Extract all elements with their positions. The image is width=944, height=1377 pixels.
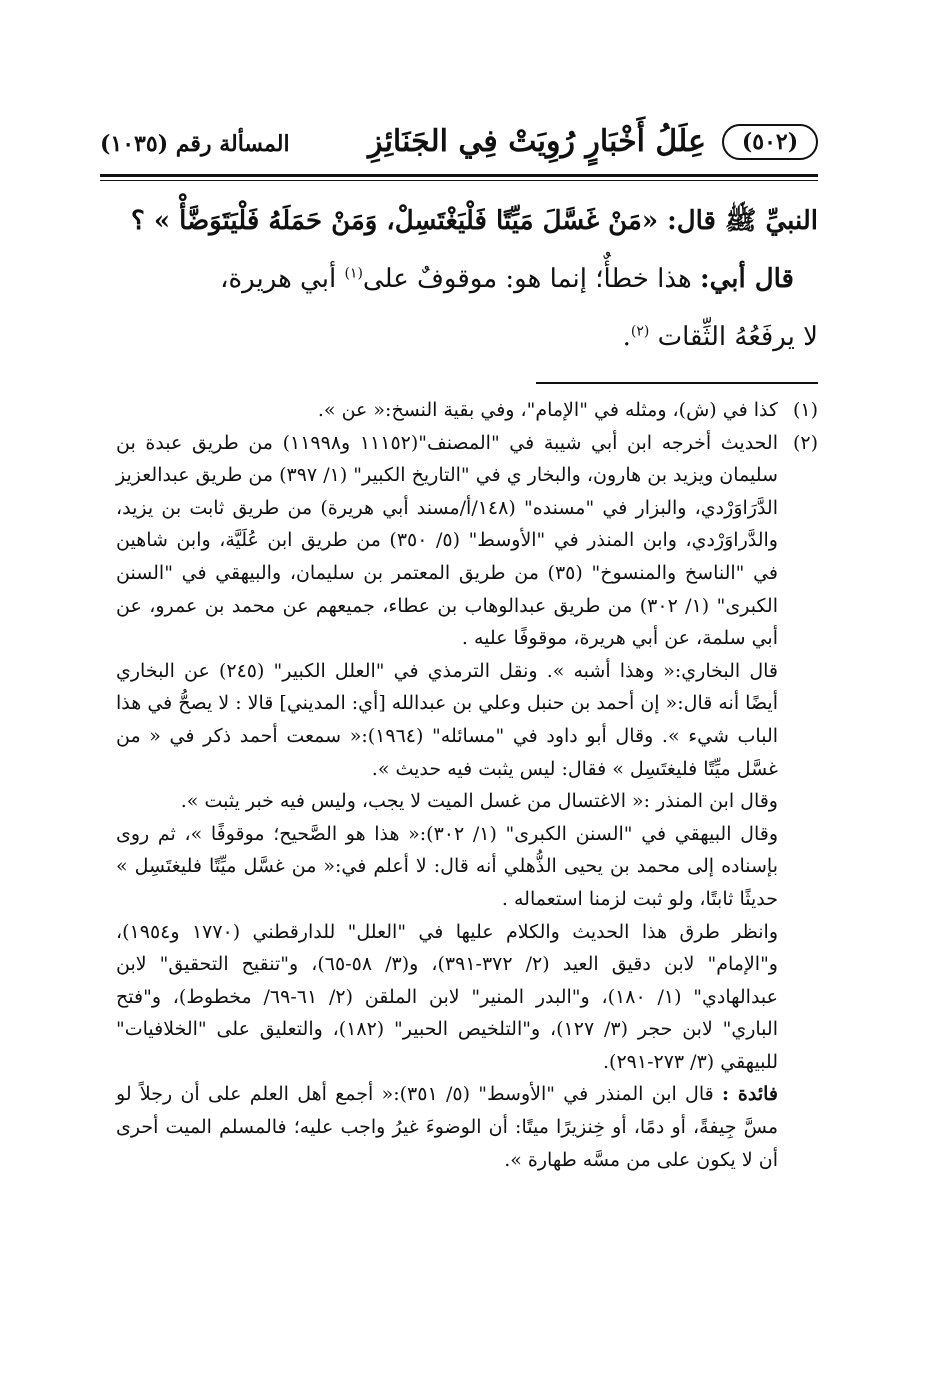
faida-paragraph <box>116 1078 778 1176</box>
footnote-ref-1[interactable]: (١) <box>344 265 363 282</box>
answer-lead: قال أبي: <box>699 264 794 294</box>
footnote-paragraph: وانظر طرق هذا الحديث والكلام عليها في "العلل" للدارقطني (١٧٧٠ و١٩٥٤)، و"الإمام" لابن دقيق العيد (٢/ ٣٧٢-٣٩١)، و(٣/ ٥٨-٦٥)، و"تنقيح التحقيق" لابن عبدالهادي" (١/ ١٨٠)، و"البدر المنير" لابن الملقن (٢/ ٦١-٦٩/ مخطوط)، و"فتح الباري" لابن حجر (٣/ ١٢٧)، و"التلخيص الحبير" (١٨٢)، والتعليق على "الخلافيات" للبيهقي (٣/ ٢٧٣-٢٩١). <box>116 920 779 1073</box>
answer-paragraph <box>118 250 818 308</box>
header-rule-thick <box>100 174 818 177</box>
answer-line2-end: . <box>622 322 631 352</box>
main-text <box>118 192 818 366</box>
page-number: (٥٠٢) <box>722 124 818 160</box>
footnote-paragraph: كذا في (ش)، ومثله في "الإمام"، وفي بقية النسخ:« عن ». <box>317 399 778 421</box>
footnote-marker: (٢) <box>792 431 818 454</box>
footnote-body <box>116 427 778 1177</box>
footnote-2 <box>116 427 818 1177</box>
answer-line2-text: لا يرفَعُهُ الثِّقات <box>657 322 818 352</box>
hadith-line: النبيِّ ﷺ قال: «مَنْ غَسَّلَ مَيِّتًا فَلْيَغْتَسِلْ، وَمَنْ حَمَلَهُ فَلْيَتَوَضَّأْ » ؟ <box>131 206 818 236</box>
footnote-body <box>116 394 778 427</box>
footnote-paragraph: وقال البيهقي في "السنن الكبرى" (١/ ٣٠٢):« هذا هو الصَّحيح؛ موقوفًا »، ثم روى بإسناده إلى محمد بن يحيى الذُّهلي أنه قال: لا أعلم في:« من غسَّل ميِّتًا فليغتَسِل » حديثًا ثابتًا، ولو ثبت لزمنا استعماله . <box>116 822 778 910</box>
footnote-ref-2[interactable]: (٢) <box>630 323 650 340</box>
faida-text: قال ابن المنذر في "الأوسط" (٥/ ٣٥١):« أجمع أهل العلم على أن رجلاً لو مسَّ جِيفةً، أو دمًا، أو خِنزيرًا ميتًا: أن الوضوءَ غيرُ واجب عليه؛ فالمسلم الميت أحرى أن لا يكون على من مسَّه طهارة ». <box>116 1083 778 1171</box>
faida-label: فائدة : <box>722 1083 779 1106</box>
footnote-1 <box>116 394 818 427</box>
answer-text-2: أبي هريرة، <box>220 264 345 294</box>
footnote-paragraph: قال البخاري:« وهذا أشبه ». ونقل الترمذي في "العلل الكبير" (٢٤٥) عن البخاري أيضًا أنه قال:« إن أحمد بن حنبل وعلي بن عبدالله [أي: المديني] قالا : لا يصحُّ في هذا الباب شيء ». وقال أبو داود في "مسائله" (١٩٦٤):« سمعت أحمد ذكر في « من غسَّل ميِّتًا فليغتَسِل » فقال: ليس يثبت فيه حديث ». <box>116 659 779 780</box>
header-rule-thin <box>100 180 818 181</box>
book-title: عِلَلُ أَخْبَارٍ رُوِيَتْ فِي الجَنَائِزِ <box>368 124 706 159</box>
answer-paragraph-continued <box>118 308 818 366</box>
footnote-paragraph: الحديث أخرجه ابن أبي شيبة في "المصنف"(١١١٥٢ و١١٩٩٨) من طريق عبدة بن سليمان ويزيد بن هارون، والبخار ي في "التاريخ الكبير" (١/ ٣٩٧) من طريق عبدالعزيز الدَّرَاوَرْدي، والبزار في "مسنده" (١٤٨/أ/مسند أبي هريرة) من طريق ثابت بن يزيد، والدَّراوَرْدي، وابن المنذر في "الأوسط" (٥/ ٣٥٠) من طريق ابن عُلَيَّة، وابن شاهين في "الناسخ والمنسوخ" (٣٥) من طريق المعتمر بن سليمان، والبيهقي في "السنن الكبرى" (١/ ٣٠٢) من طريق عبدالوهاب بن عطاء، جميعهم عن محمد بن عمرو، عن أبي سلمة، عن أبي هريرة، موقوفًا عليه . <box>116 431 779 650</box>
footnote-separator <box>536 382 818 384</box>
footnotes <box>116 394 818 1176</box>
page-header <box>100 118 818 168</box>
answer-text-1: هذا خطأٌ؛ إنما هو: موقوفٌ على <box>362 264 700 294</box>
footnote-paragraph: وقال ابن المنذر :« الاغتسال من غسل الميت لا يجب، وليس فيه خبر يثبت ». <box>180 790 778 813</box>
issue-number-label: المسألة رقم (١٠٣٥) <box>100 131 290 157</box>
footnote-marker: (١) <box>792 399 818 421</box>
